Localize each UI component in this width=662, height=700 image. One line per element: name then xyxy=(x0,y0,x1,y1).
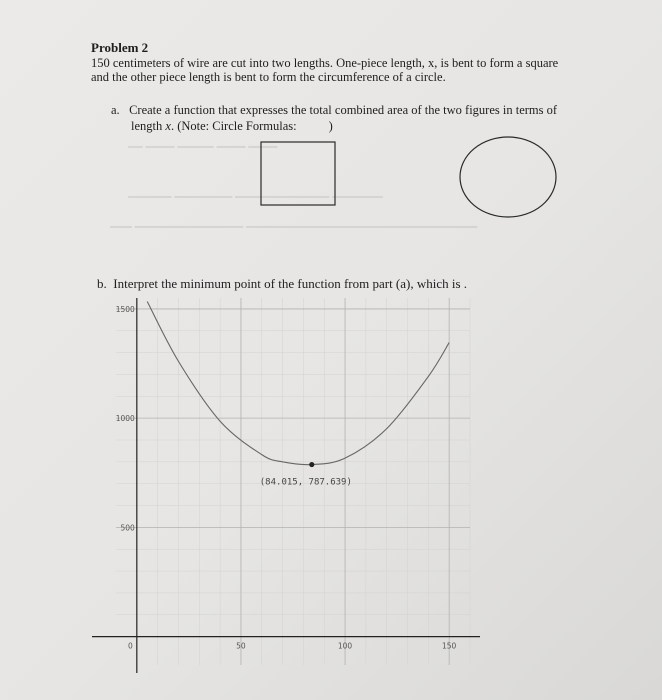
problem-statement-line-1: 150 centimeters of wire are cut into two lengths. One-piece length, x, is bent to form a square xyxy=(91,56,559,70)
part-b-text: Interpret the minimum point of the function from part (a), which is . xyxy=(113,276,468,291)
bleed-through-text: ━━ ━━━━ ━━━━━ ━━━━ ━━━━ xyxy=(128,140,278,154)
x-tick-label: 100 xyxy=(337,641,353,651)
problem-title: Problem 2 xyxy=(91,40,149,55)
bleed-through-text: ━━━ ━━━━━━━━━━━━━━━ ━━━━━━━━━━━━━━━━━━━━━━━━━━━━━━━━ xyxy=(110,220,478,234)
bleed-through-text: ━━━━━━ ━━━━━━━━ ━━━━━━━━━━━━━ ━━━━━━━ xyxy=(128,190,383,204)
minimum-point-label: (84.015, 787.639) xyxy=(259,477,352,488)
minimum-point xyxy=(309,462,314,467)
part-a-text-post: . (Note: Circle Formulas: xyxy=(170,119,297,133)
part-b-marker: b. xyxy=(97,276,107,291)
x-tick-label: 150 xyxy=(442,641,457,651)
y-tick-label: 1500 xyxy=(115,304,135,314)
x-tick-label: 50 xyxy=(236,641,246,651)
problem-statement-line-2: and the other piece length is bent to form the circumference of a circle. xyxy=(91,70,446,84)
x-tick-label: 0 xyxy=(128,641,133,651)
graph-curve xyxy=(147,301,449,487)
part-a-text-pre: length xyxy=(131,119,166,133)
part-a-variable: x xyxy=(165,119,171,133)
part-a-marker: a. xyxy=(111,103,120,117)
part-a-closing-paren: ) xyxy=(328,119,333,133)
y-tick-label: 1000 xyxy=(115,414,135,424)
y-tick-label: 500 xyxy=(120,523,135,533)
part-a-text-line-1: Create a function that expresses the total combined area of the two figures in terms of xyxy=(129,103,558,117)
